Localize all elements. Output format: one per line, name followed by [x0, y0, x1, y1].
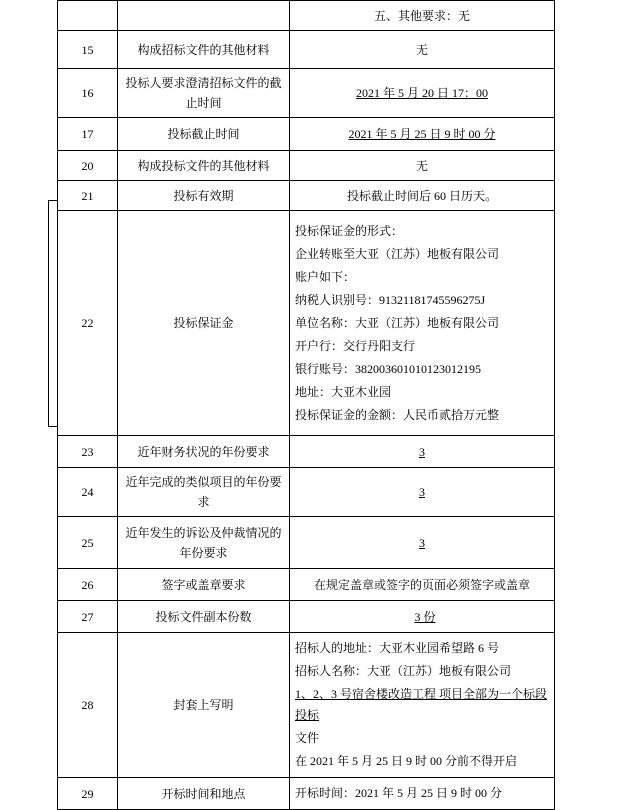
table-row-bid-bond: [58, 211, 555, 436]
value-line: 投标保证金的金额：人民币贰拾万元整: [295, 407, 500, 422]
value-line: 单位名称：大亚（江苏）地板有限公司: [295, 315, 500, 330]
row-value-block: [290, 211, 555, 436]
value-line: 地址：大亚木业园: [295, 384, 392, 399]
value-line: 文件: [295, 731, 320, 745]
row-value-text: 3 份: [414, 609, 436, 624]
table-row: [58, 118, 555, 151]
row-number: 24: [58, 468, 118, 517]
row-number: 20: [58, 151, 118, 181]
value-line: 招标人名称：大亚（江苏）地板有限公司: [295, 664, 512, 678]
requirements-table: [57, 0, 555, 810]
row-item: 近年完成的类似项目的年份要求: [118, 468, 290, 517]
row-value: [290, 468, 555, 517]
row-number: 27: [58, 601, 118, 633]
row-item: 投标保证金: [118, 211, 290, 436]
row-value-text: 投标截止时间后 60 日历天。: [346, 188, 497, 203]
table-row-envelope: [58, 633, 555, 778]
value-line: 招标人的地址：大亚木业园希望路 6 号: [295, 641, 500, 655]
row-number: 25: [58, 517, 118, 569]
row-value-block: [290, 633, 555, 778]
row-value-block: [290, 778, 555, 810]
table-row: [58, 1, 555, 31]
row-item: 投标人要求澄清招标文件的截止时间: [118, 69, 290, 118]
row-value: [290, 118, 555, 151]
value-line: 开标时间：2021 年 5 月 25 日 9 时 00 分: [295, 786, 503, 800]
row-item: [118, 1, 290, 31]
row-number: 16: [58, 69, 118, 118]
table-row: [58, 151, 555, 181]
row-number: 23: [58, 436, 118, 468]
row-item: 投标有效期: [118, 181, 290, 211]
row-value-text: 2021 年 5 月 20 日 17：00: [355, 86, 488, 100]
row-value: [290, 436, 555, 468]
row-item: 投标文件副本份数: [118, 601, 290, 633]
row-number: 22: [58, 211, 118, 436]
row-value: [290, 181, 555, 211]
table-row: [58, 31, 555, 69]
value-line: 开户行：交行丹阳支行: [295, 338, 416, 353]
row-number: 26: [58, 569, 118, 601]
row-number: [58, 1, 118, 31]
table-row: [58, 468, 555, 517]
row-number: 17: [58, 118, 118, 151]
table-row-opening: [58, 778, 555, 810]
row-value: 无: [290, 31, 555, 69]
row-number: 28: [58, 633, 118, 778]
row-value: [290, 517, 555, 569]
value-line: 1、2、3 号宿舍楼改造工程 项目全部为一个标段投标: [295, 687, 548, 722]
value-line: 投标保证金的形式：: [295, 223, 404, 238]
row-number: 15: [58, 31, 118, 69]
row-value-text: 3: [419, 535, 425, 550]
row-item: 近年发生的诉讼及仲裁情况的年份要求: [118, 517, 290, 569]
row-value: [290, 69, 555, 118]
row-item: 构成投标文件的其他材料: [118, 151, 290, 181]
table-row: [58, 181, 555, 211]
row-value-text: 3: [419, 444, 425, 459]
row-item: 投标截止时间: [118, 118, 290, 151]
row-item: 构成招标文件的其他材料: [118, 31, 290, 69]
row-value: 五、其他要求：无: [290, 1, 555, 31]
row-value-text: 2021 年 5 月 25 日 9 时 00 分: [348, 127, 496, 141]
row-number: 21: [58, 181, 118, 211]
row-number: 29: [58, 778, 118, 810]
row-value: [290, 601, 555, 633]
row-item: 近年财务状况的年份要求: [118, 436, 290, 468]
row-value: 在规定盖章或签字的页面必须签字或盖章: [290, 569, 555, 601]
value-line: 企业转账至大亚（江苏）地板有限公司: [295, 246, 500, 261]
row-value-text: 3: [419, 485, 425, 499]
row-item: 封套上写明: [118, 633, 290, 778]
value-line: 纳税人识别号：91321181745596275J: [295, 292, 486, 307]
value-line: 账户如下：: [295, 269, 356, 284]
table-row: [58, 601, 555, 633]
value-line: 在 2021 年 5 月 25 日 9 时 00 分前不得开启: [295, 754, 518, 768]
row-item: 开标时间和地点: [118, 778, 290, 810]
row-value: 无: [290, 151, 555, 181]
value-line: 银行账号：382003601010123012195: [295, 361, 482, 376]
table-row: [58, 69, 555, 118]
table-row: [58, 517, 555, 569]
row-item: 签字或盖章要求: [118, 569, 290, 601]
table-row: [58, 436, 555, 468]
table-row: [58, 569, 555, 601]
